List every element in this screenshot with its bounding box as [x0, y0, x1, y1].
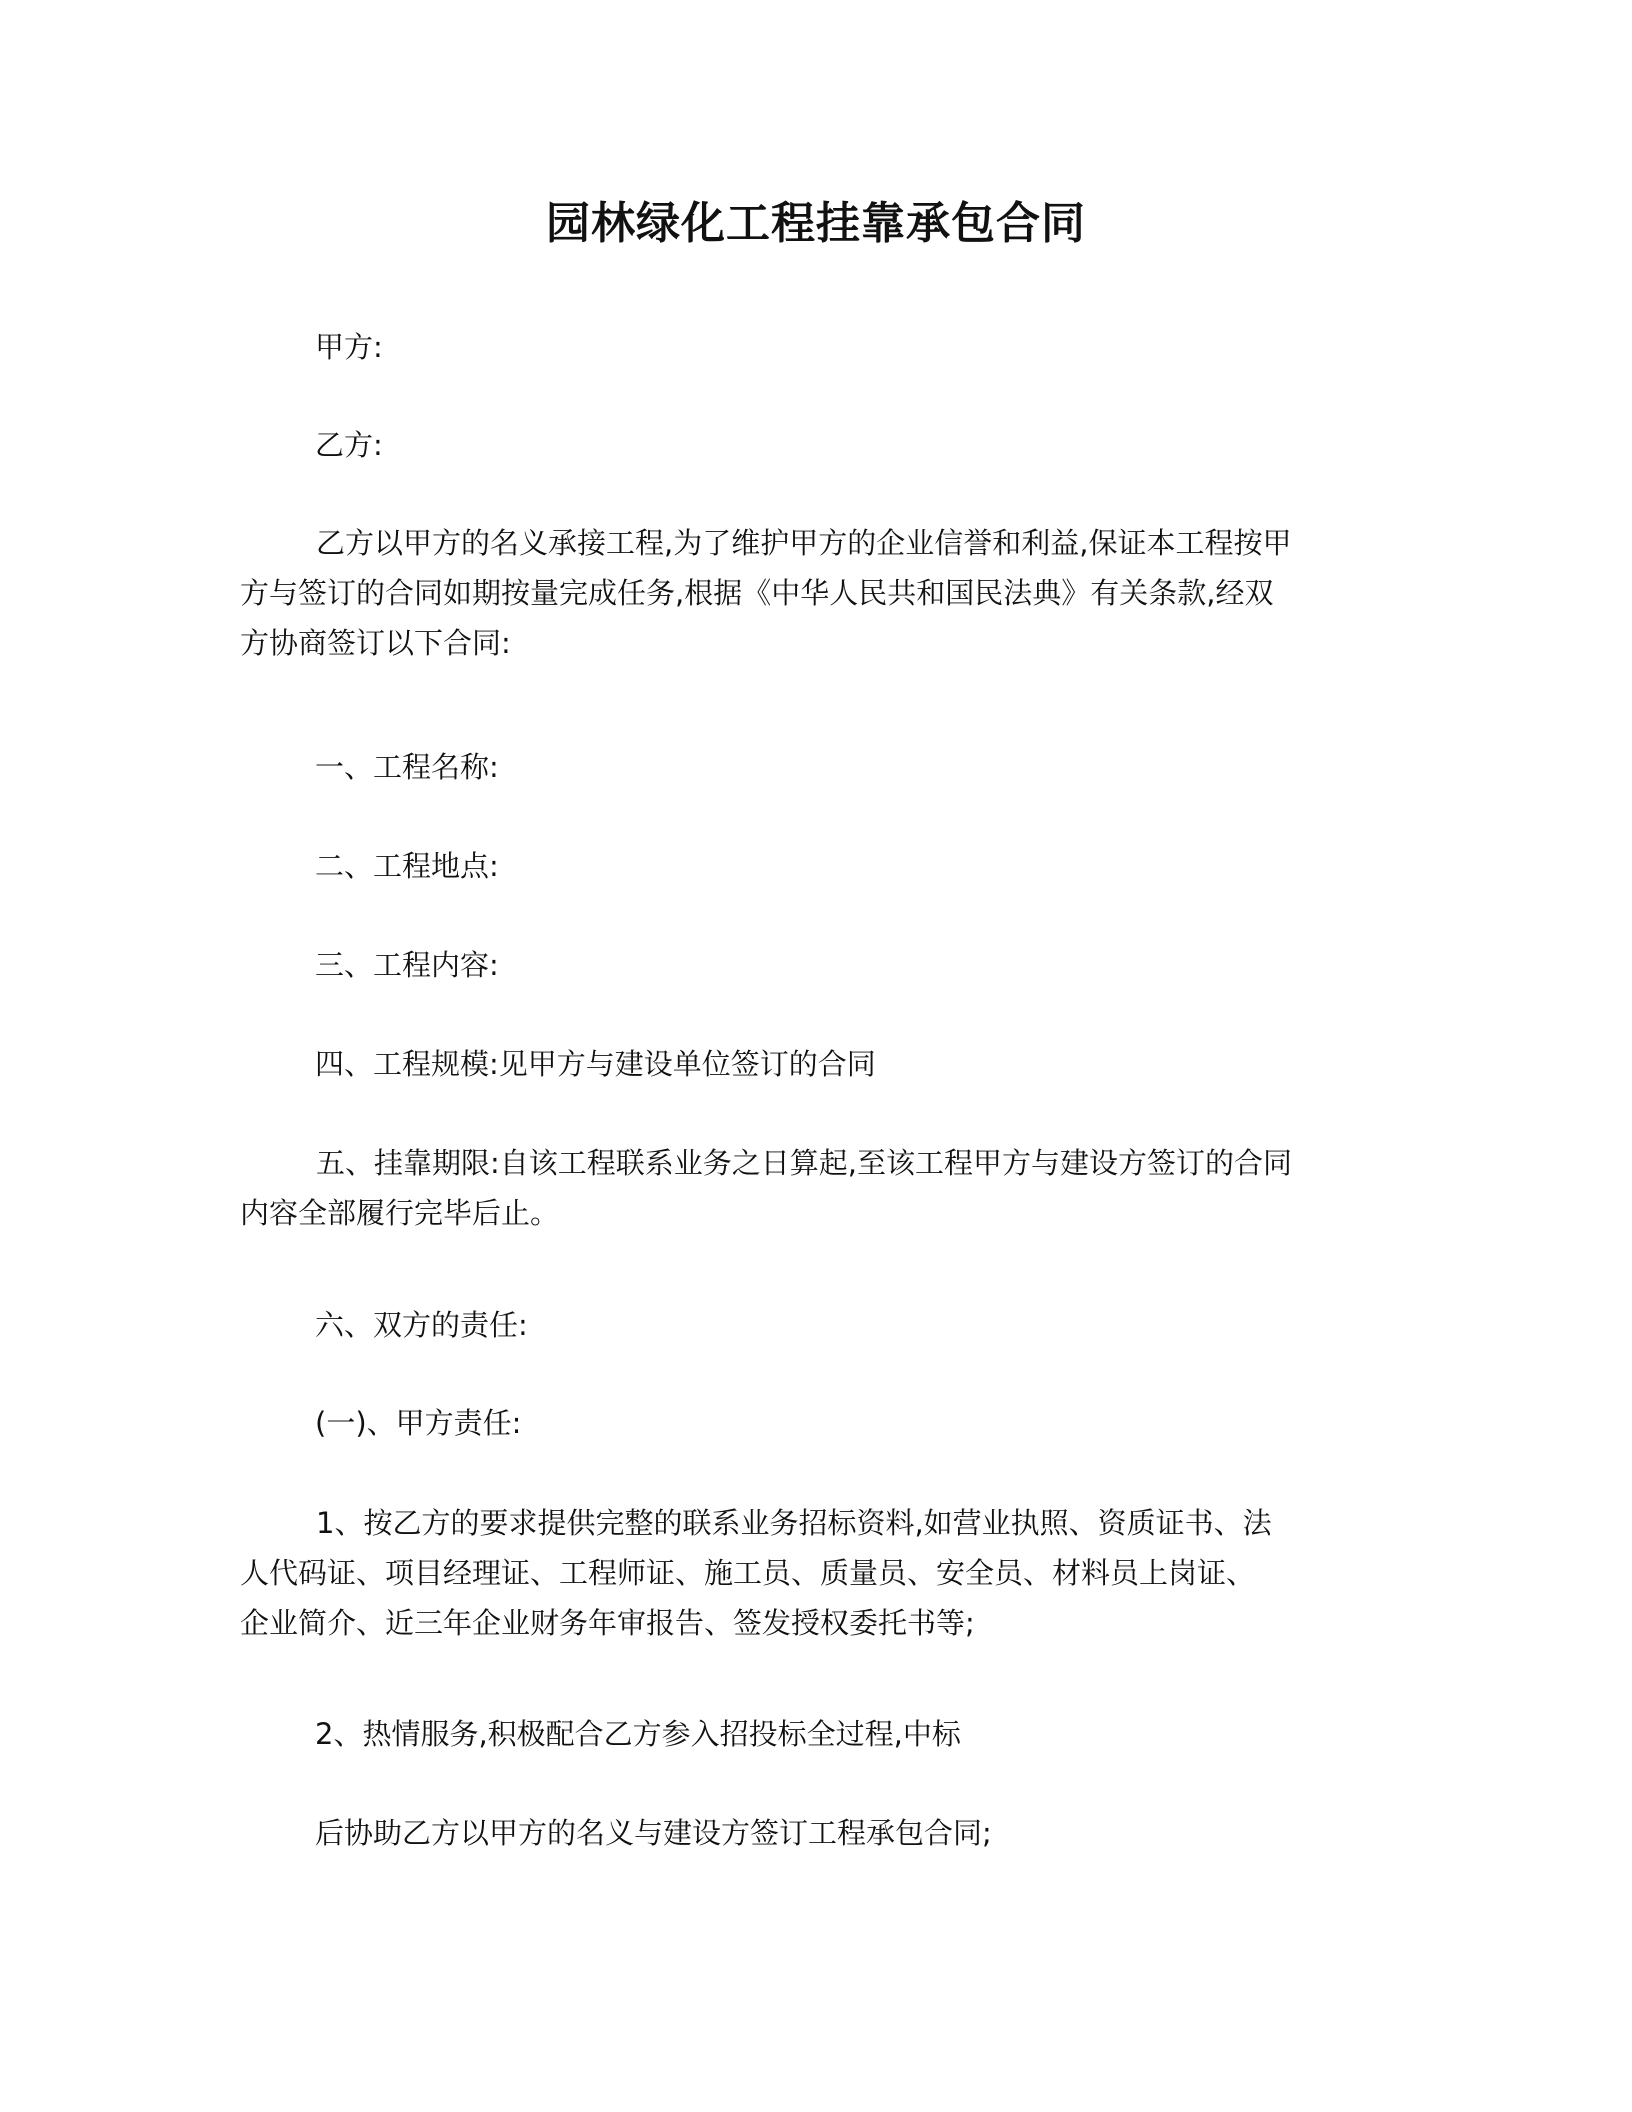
intro-line-3: 方协商签订以下合同: [240, 626, 511, 660]
party-b-label: 乙方: [315, 428, 383, 462]
clause-project-name: 一、工程名称: [315, 750, 499, 784]
clause-project-scale: 四、工程规模:见甲方与建设单位签订的合同 [315, 1047, 876, 1081]
clause-affiliation-period [240, 1138, 1390, 1238]
clause-project-location: 二、工程地点: [315, 849, 499, 883]
intro-line-1: 乙方以甲方的名义承接工程,为了维护甲方的企业信誉和利益,保证本工程按甲 [316, 526, 1292, 560]
document-title: 园林绿化工程挂靠承包合同 [546, 198, 1086, 249]
item-1-paragraph [240, 1498, 1390, 1648]
clause-5-line-1: 五、挂靠期限:自该工程联系业务之日算起,至该工程甲方与建设方签订的合同 [316, 1146, 1292, 1180]
item-1-line-2: 人代码证、项目经理证、工程师证、施工员、质量员、安全员、材料员上岗证、 [240, 1556, 1256, 1590]
item-1-line-3: 企业简介、近三年企业财务年审报告、签发授权委托书等; [240, 1606, 975, 1640]
clause-party-a-responsibilities: (一)、甲方责任: [315, 1406, 522, 1440]
intro-paragraph [240, 518, 1390, 668]
clause-responsibilities: 六、双方的责任: [315, 1308, 528, 1342]
intro-line-2: 方与签订的合同如期按量完成任务,根据《中华人民共和国民法典》有关条款,经双 [240, 576, 1274, 610]
item-2-paragraph: 2、热情服务,积极配合乙方参入招投标全过程,中标 [315, 1717, 961, 1751]
clause-5-line-2: 内容全部履行完毕后止。 [240, 1196, 560, 1230]
clause-project-content: 三、工程内容: [315, 948, 499, 982]
item-1-line-1: 1、按乙方的要求提供完整的联系业务招标资料,如营业执照、资质证书、法 [316, 1506, 1272, 1540]
item-2-continuation: 后协助乙方以甲方的名义与建设方签订工程承包合同; [315, 1816, 992, 1850]
party-a-label: 甲方: [315, 330, 383, 364]
